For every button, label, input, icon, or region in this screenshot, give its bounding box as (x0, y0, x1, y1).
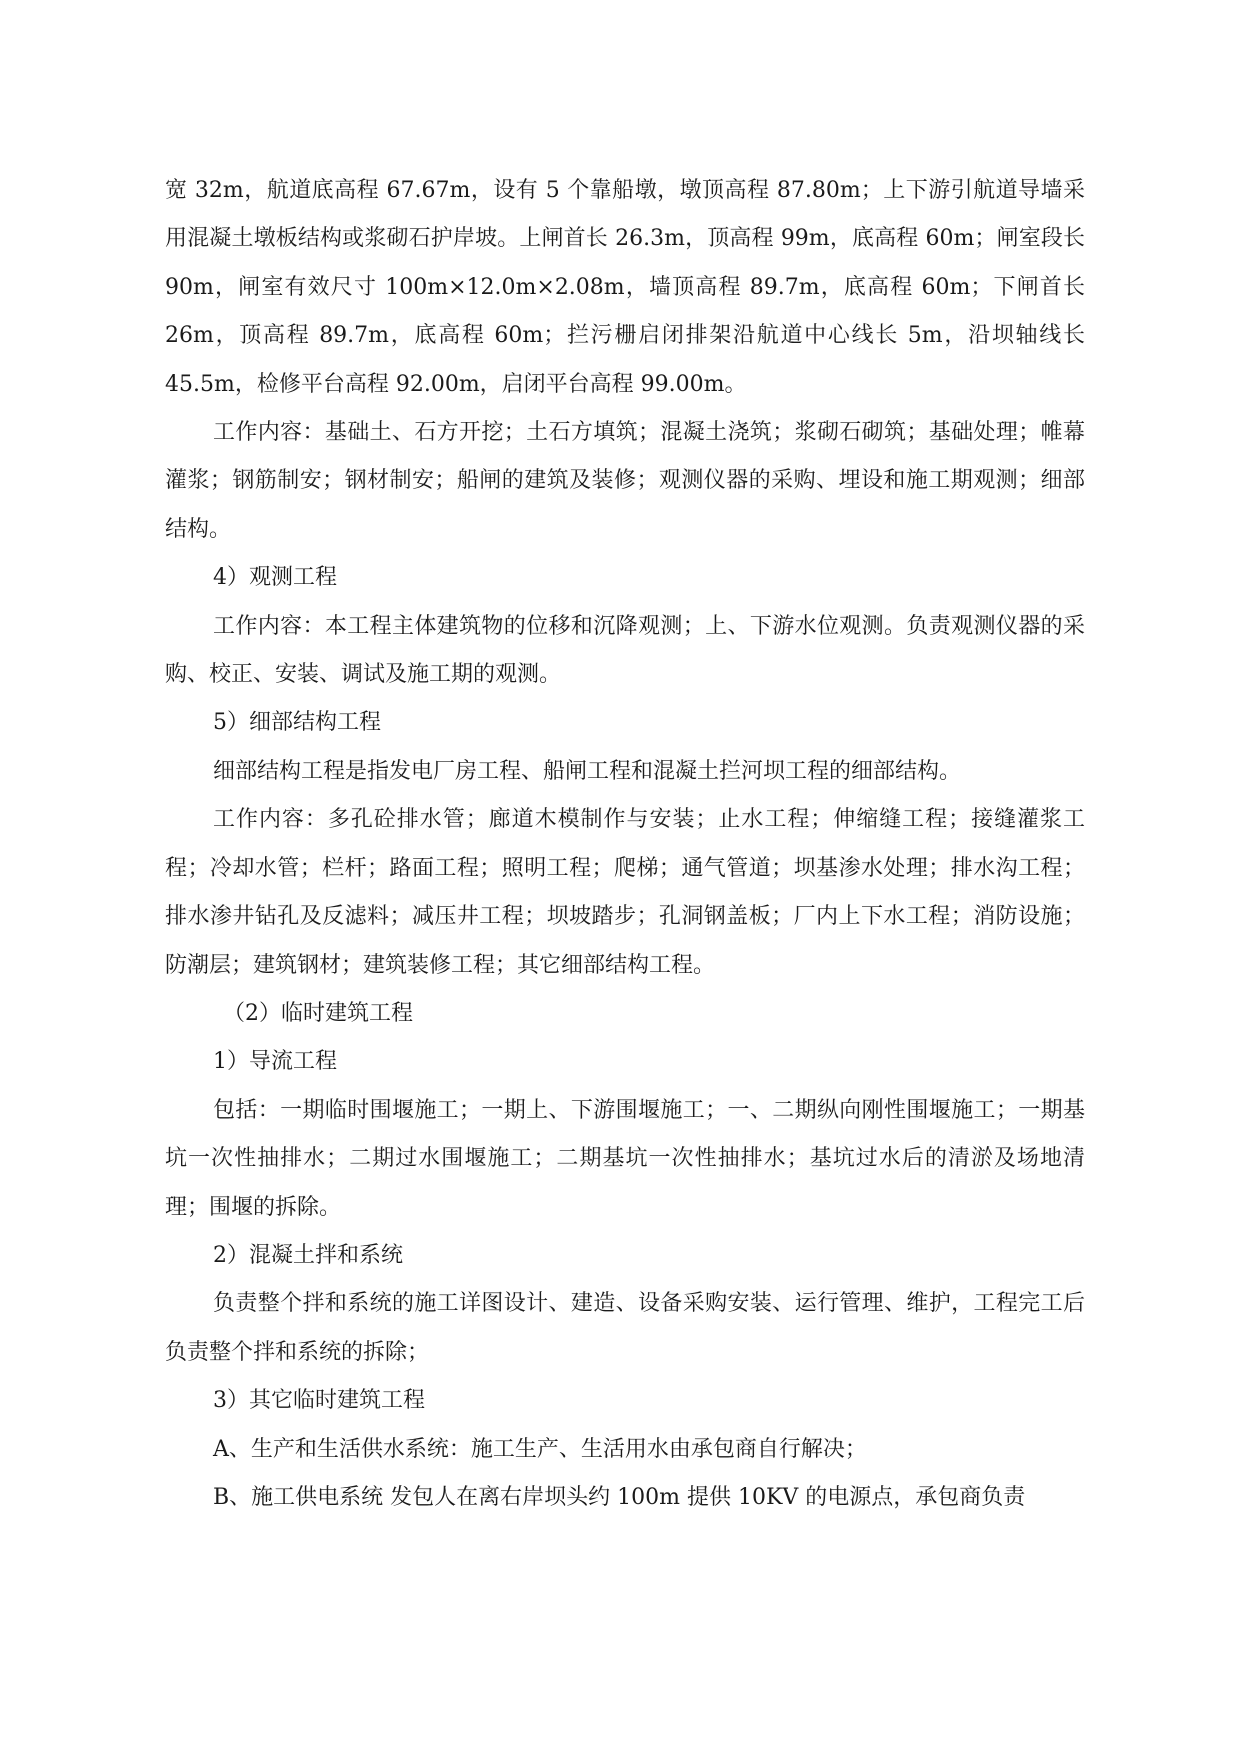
paragraph-detail-structure-work-content: 工作内容：多孔砼排水管；廊道木模制作与安装；止水工程；伸缩缝工程；接缝灌浆工程；冷却水管；栏杆；路面工程；照明工程；爬梯；通气管道；坝基渗水处理；排水沟工程；排水渗井钻孔及反滤料；减压井工程；坝坡踏步；孔洞钢盖板；厂内上下水工程；消防设施；防潮层；建筑钢材；建筑装修工程；其它细部结构工程。 (165, 807, 1085, 978)
heading-diversion-works: 1）导流工程 (213, 1049, 337, 1075)
paragraph-ship-lock-work-content: 工作内容：基础土、石方开挖；土石方填筑；混凝土浇筑；浆砌石砌筑；基础处理；帷幕灌浆；钢筋制安；钢材制安；船闸的建筑及装修；观测仪器的采购、埋设和施工期观测；细部结构。 (165, 420, 1085, 542)
paragraph-ship-lock-dimensions: 宽 32m，航道底高程 67.67m，设有 5 个靠船墩，墩顶高程 87.80m；上下游引航道导墙采用混凝土墩板结构或浆砌石护岸坡。上闸首长 26.3m，顶高程 99m，底高程 60m；闸室段长 90m，闸室有效尺寸 100m×12.0m×2.08m，墙顶高程 89.7m，底高程 60m；下闸首长 26m，顶高程 89.7m，底高程 60m；拦污栅启闭排架沿航道中心线长 5m，沿坝轴线长 45.5m，检修平台高程 92.00m，启闭平台高程 99.00m。 (165, 178, 1085, 397)
paragraph-mixing-system-content: 负责整个拌和系统的施工详图设计、建造、设备采购安装、运行管理、维护，工程完工后负责整个拌和系统的拆除； (165, 1291, 1085, 1365)
document-body (165, 167, 1085, 1522)
heading-temporary-works: （2）临时建筑工程 (223, 1000, 413, 1026)
paragraph-water-supply: A、生产和生活供水系统：施工生产、生活用水由承包商自行解决； (213, 1436, 867, 1462)
paragraph-observation-work-content: 工作内容：本工程主体建筑物的位移和沉降观测；上、下游水位观测。负责观测仪器的采购、校正、安装、调试及施工期的观测。 (165, 613, 1085, 688)
heading-concrete-mixing-system: 2）混凝土拌和系统 (213, 1242, 403, 1268)
heading-detail-structure-works: 5）细部结构工程 (213, 710, 381, 736)
heading-observation-works: 4）观测工程 (213, 565, 337, 591)
paragraph-diversion-content: 包括：一期临时围堰施工；一期上、下游围堰施工；一、二期纵向刚性围堰施工；一期基坑一次性抽排水；二期过水围堰施工；二期基坑一次性抽排水；基坑过水后的清淤及场地清理；围堰的拆除。 (165, 1097, 1085, 1220)
heading-other-temporary-works: 3）其它临时建筑工程 (213, 1388, 425, 1414)
paragraph-detail-structure-definition: 细部结构工程是指发电厂房工程、船闸工程和混凝土拦河坝工程的细部结构。 (213, 758, 962, 784)
paragraph-power-supply: B、施工供电系统 发包人在离右岸坝头约 100m 提供 10KV 的电源点，承包商负责 (213, 1484, 1026, 1510)
